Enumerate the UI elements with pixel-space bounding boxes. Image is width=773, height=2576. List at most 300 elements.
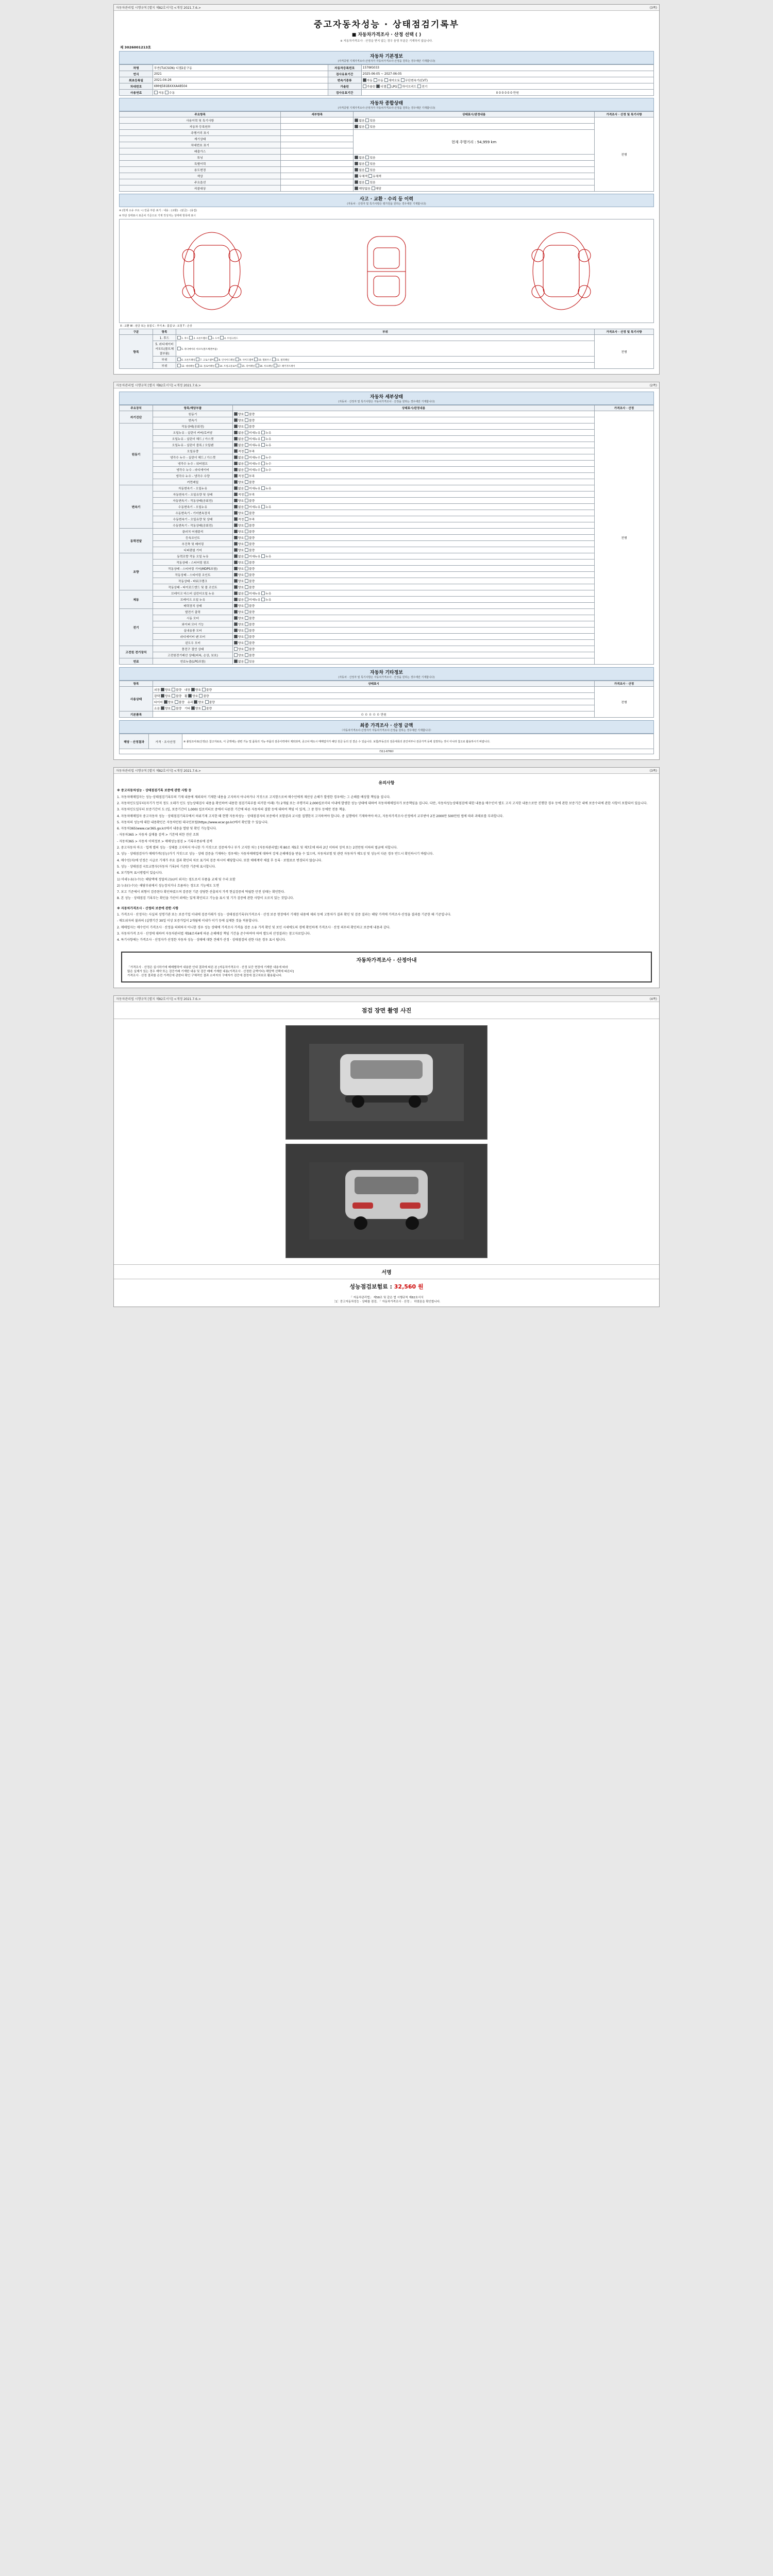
item-label-0-0: 원동기 [153,411,233,417]
checkbox-1-1-a[interactable] [234,431,238,434]
opt-4-1-0: 양호 [238,562,244,565]
checkbox-1-3-c[interactable] [261,443,265,447]
price-label-left: 해당 · 산정결과 [120,734,149,749]
checkbox-8-0-a[interactable] [234,659,238,663]
checkbox-4-5-a[interactable] [234,585,238,589]
table-row [120,357,654,363]
checkbox-1-5-c[interactable] [261,455,265,459]
checkbox-10-yes[interactable] [365,180,369,184]
etc-opt-1-1: 불량 [176,695,182,698]
checkbox-outer-1[interactable] [177,336,181,340]
checkbox-5-2-a[interactable] [234,604,238,607]
checkbox-4-2-b[interactable] [245,567,248,570]
checkbox-trans-semi[interactable] [384,78,388,82]
checkbox-9-b[interactable] [368,174,372,178]
car-side-right-diagram [523,227,600,315]
checkbox-5-0-b[interactable] [245,591,248,595]
item-label-1-3: 오일누유 - 실린더 블록 / 오일팬 [153,442,233,448]
item-label-4-4: 작동상태 - 파워크랭크 [153,578,233,584]
item-state-0-0 [233,411,595,417]
group-label-3: 동력전달 [120,529,153,553]
checkbox-outer-2[interactable] [189,336,193,340]
row-state-11 [354,185,595,192]
checkbox-7-none[interactable] [355,162,358,165]
checkbox-6-1-b[interactable] [245,616,248,620]
checkbox-etc-1-good[interactable] [161,694,164,698]
checkbox-main-11[interactable] [272,358,276,361]
etc-label-1: 광택 [154,695,160,698]
checkbox-1-4-b[interactable] [245,449,248,453]
row-label-5: 배출가스 [120,148,281,155]
checkbox-7-yes[interactable] [365,162,369,165]
opt-misc-b: 수동 [169,92,175,95]
checkbox-3-3-b[interactable] [245,548,248,552]
value-price-total: 0 0 0 0 0 0 만원 [361,90,653,96]
col-memo: 가격조사 · 산정 및 특기사항 [595,112,654,117]
inspection-fee-label: 성능점검보험료 : [349,1283,394,1290]
checkbox-2-5-a[interactable] [234,517,238,521]
checkbox-1-6-c[interactable] [261,462,265,465]
opt-5-0-0: 없음 [238,592,244,596]
checkbox-1-yes[interactable] [365,125,369,128]
checkbox-2-0-b[interactable] [245,486,248,490]
checkbox-5-2-b[interactable] [245,604,248,607]
checkbox-1-7-a[interactable] [234,468,238,471]
opt-4-3-0: 양호 [238,574,244,577]
checkbox-1-4-a[interactable] [234,449,238,453]
checkbox-fuel-hybrid[interactable] [398,84,401,88]
opt-1-0: 없음 [359,126,365,129]
etc-label-0: 외장 [154,689,160,692]
item-state-4-2 [233,566,595,572]
checkbox-1-3-a[interactable] [234,443,238,447]
item-state-0-1 [233,417,595,423]
opt-1-3-2: 누유 [265,444,272,447]
opt-5-0-1: 미세누유 [249,592,261,596]
etc-opt-3r-1: 불량 [206,707,212,710]
checkbox-0-0-good[interactable] [234,412,238,416]
checkbox-2-1-b[interactable] [245,493,248,496]
label-first-reg: 최초등록일 [120,77,153,83]
item-label-2-2: 자동변속기 - 작동상태(공회전) [153,498,233,504]
checkbox-etc-2-good[interactable] [164,700,167,704]
opt-8-0-0: 없음 [238,660,244,664]
part-outer-0: 1. 후드 [181,337,189,340]
item-state-1-6 [233,461,595,467]
opt-6-4-1: 불량 [249,636,255,639]
checkbox-trans-auto[interactable] [363,78,366,82]
checkbox-1-1-b[interactable] [245,431,248,434]
checkbox-main-16[interactable] [256,364,259,367]
overall-condition-table [119,111,654,192]
checkbox-1-none[interactable] [355,125,358,128]
checkbox-etc-1r-bad[interactable] [199,694,203,698]
table-row [120,584,654,590]
checkbox-etc-3r-bad[interactable] [202,706,206,710]
checkbox-5-1-a[interactable] [234,598,238,601]
checkbox-7-1-a[interactable] [234,653,238,657]
checkbox-3-0-b[interactable] [245,530,248,533]
checkbox-7-1-b[interactable] [245,653,248,657]
row-label-11: 리콜대상 [120,185,281,192]
table-row [120,83,654,90]
col-etc-state: 상태표시 [153,681,595,687]
checkbox-0-1-good[interactable] [234,418,238,422]
checkbox-6-2-b[interactable] [245,622,248,626]
label-price-total: 검사유효기간 [328,90,361,96]
item-state-4-1 [233,560,595,566]
checkbox-6-yes[interactable] [365,156,369,159]
checkbox-1-6-b[interactable] [245,462,248,465]
checkbox-3-3-a[interactable] [234,548,238,552]
checkbox-main-14[interactable] [215,364,219,367]
checkbox-1-3-b[interactable] [245,443,248,447]
checkbox-6-5-b[interactable] [245,641,248,645]
checkbox-3-2-b[interactable] [245,542,248,546]
section-overall-title: 자동차 종합상태 [370,101,403,106]
checkbox-6-3-b[interactable] [245,629,248,632]
checkbox-fuel-diesel[interactable] [376,84,380,88]
checkbox-fuel-gasoline[interactable] [363,84,366,88]
opt-2-3-0: 없음 [238,506,244,509]
item-label-6-3: 실내송풍 모터 [153,628,233,634]
opt-0-1-1: 불량 [249,419,255,422]
checkbox-main-6[interactable] [177,358,181,361]
checkbox-etc-3r-good[interactable] [191,706,195,710]
terms-s2-item-2: 4. 매수인(자)에 인정은 시급로 기재가 주요 결과 확인의 차로 표기의 검증 하시어 해당합니다. 또한 매매계약 체결 후 등록 · 보험료로 변경되지 않습니다. [117,858,323,862]
opt-1-6-2: 누수 [265,463,272,466]
checkbox-main-12[interactable] [177,364,181,367]
checkbox-2-0-c[interactable] [261,486,265,490]
etc-opt-2r-0: 양호 [198,701,204,704]
checkbox-etc-3-bad[interactable] [172,706,175,710]
row-state-1 [354,124,595,130]
item-label-1-7: 냉각수 누수 - 라디에이터 [153,467,233,473]
guarantee-title: 자동차가격조사 · 산정아내 [356,957,417,963]
checkbox-4-2-a[interactable] [234,567,238,570]
checkbox-trans-manual[interactable] [374,78,377,82]
checkbox-etc-0-good[interactable] [161,688,164,691]
checkbox-6-4-a[interactable] [234,635,238,638]
part-support-0: 5. 라디에이터 서포트(볼트체결부품) [181,348,217,351]
checkbox-5-1-b[interactable] [245,598,248,601]
checkbox-1-2-c[interactable] [261,437,265,440]
checkbox-3-0-a[interactable] [234,530,238,533]
section-price-sub: （자동차가격조사·산정자가 자동차가격조사·산정을 원하는 경우에만 기재합니다） [340,729,433,732]
checkbox-1-0-b[interactable] [245,425,248,428]
opt-2-4-0: 양호 [238,512,244,515]
checkbox-trans-cvt[interactable] [401,78,405,82]
label-vin: 차대번호 [120,83,153,90]
checkbox-6-5-a[interactable] [234,641,238,645]
row-label-0: 사용이력 및 특기사항 [120,117,281,124]
terms-s2-item-3: 5. 성능 · 상태점검 국토교통부(자동차 기록)의 기준한 기준에 표시합니다. [117,865,216,869]
checkbox-11-yes[interactable] [372,187,375,190]
checkbox-etc-3-good[interactable] [161,706,164,710]
table-row [120,173,654,179]
terms-s2-item-6: 2) 누유(누수)는 해당부위에서 성능장치거나 흐름하는 정도로 기능에도 도면 [117,884,220,888]
page-number: (3쪽) [649,6,657,10]
table-row [120,560,654,566]
checkbox-etc-2r-bad[interactable] [205,700,209,704]
checkbox-1-7-b[interactable] [245,468,248,471]
opt-3-1-1: 불량 [249,537,255,540]
opt-3-2-1: 불량 [249,543,255,546]
checkbox-8-0-b[interactable] [245,659,248,663]
checkbox-3-2-a[interactable] [234,542,238,546]
opt-fuel-0: 가솔린 [366,86,376,89]
opt-3-3-1: 불량 [249,549,255,552]
item-label-7-1: 고전원전기배선 상태(피복, 손상, 보호) [153,652,233,658]
checkbox-4-3-a[interactable] [234,573,238,577]
etc-label-3-r: 기타 [184,707,191,710]
accident-parts-table [119,329,654,369]
checkbox-support-5[interactable] [177,347,181,350]
checkbox-1-7-c[interactable] [261,468,265,471]
checkbox-etc-1-bad[interactable] [172,694,175,698]
table-row [120,117,654,124]
price-label-left2: 가격 · 조사산정 [149,734,182,749]
footer-line-1: 「 자동차관리법」 제58조 및 같은 법 시행규칙 제82호서식 [349,1296,424,1299]
terms-s1-item-1: 2. 자동차인도일부터(자기가 먼저 정도 오래가 인도 성능상태검사 내용을 확인하여 내용한 점검기록부를 의거한 아래) 가) 2개월 또는 주행거리 2,000킬로미터 이내에 발생한 성능·상태에 대하여 자동차매매업자가 보증책임을 집니다. 다만, 자동차성능상태점검에 대한 내용을 매수인이 별도 고지 고지한 내용으로만 진행한 경우 등에 관한 보증기간 내에 보증수리에 관한 사항이 포함되어 있습니다. [117,801,648,805]
checkbox-1-2-a[interactable] [234,437,238,440]
checkbox-6-0-b[interactable] [245,610,248,614]
checkbox-2-0-a[interactable] [234,486,238,490]
etc-label-0-r: 내장 [184,689,191,692]
page-number-3: (3쪽) [649,769,657,773]
row-sub-11 [281,185,354,192]
checkbox-0-none[interactable] [355,118,358,122]
item-label-6-0: 발전기 출력 [153,609,233,615]
checkbox-7-0-a[interactable] [234,647,238,651]
page-subnote: ※ 자동차가격조사 · 산정을 받지 않는 경우 음영 부분은 기재하지 않습니다. [340,40,433,43]
terms-s1-item-7: - 자동차365 > 자동차 이력정보 > 매매성능점검 > 기록부종류에 검색 [117,839,212,843]
checkbox-4-1-a[interactable] [234,561,238,564]
checkbox-main-15[interactable] [238,364,241,367]
opt-trans-0: 자동 [366,79,373,82]
checkbox-1-8-a[interactable] [234,474,238,478]
page-number-4: (4쪽) [649,997,657,1001]
checkbox-6-2-a[interactable] [234,622,238,626]
label-main-frame: 부위 [153,357,176,363]
table-row [120,711,654,718]
checkbox-2-5-b[interactable] [245,517,248,521]
etc-opt-2-0: 양호 [167,701,174,704]
part-main-8: 14. 트렁크플로어 [219,365,237,368]
opt-0-1-0: 양호 [238,419,244,422]
checkbox-main-7[interactable] [196,358,199,361]
section-detail-title: 자동차 세부상태 [370,395,403,400]
opt-trans-2: 세미오토 [388,79,400,82]
table-row [120,467,654,473]
item-state-6-1 [233,615,595,621]
col-part-item: 항목 [153,329,176,335]
table-row [120,65,654,71]
opt-7-0-0: 양호 [238,648,244,651]
checkbox-2-1-a[interactable] [234,493,238,496]
table-row [120,473,654,479]
part-main-7: 13. 플로어패널 [199,365,215,368]
checkbox-5-0-c[interactable] [261,591,265,595]
checkbox-etc-2-bad[interactable] [175,700,178,704]
opt-2-3-1: 미세누유 [249,506,261,509]
etc-row-0 [153,687,595,693]
checkbox-main-8[interactable] [214,358,218,361]
checkbox-2-6-a[interactable] [234,523,238,527]
item-label-2-4: 수동변속기 - 기어변속장치 [153,510,233,516]
opt-7-1: 있음 [369,163,376,166]
checkbox-8-none[interactable] [355,168,358,172]
checkbox-6-none[interactable] [355,156,358,159]
opt-7-0-1: 불량 [249,648,255,651]
checkbox-main-9[interactable] [236,358,239,361]
opt-6-0-1: 불량 [249,611,255,614]
label-transmission: 변속기종류 [328,77,361,83]
checkbox-fuel-lpg[interactable] [387,84,391,88]
label-year: 연식 [120,71,153,77]
row-state-9 [354,173,595,179]
checkbox-0-1-bad[interactable] [245,418,248,422]
checkbox-main-17[interactable] [274,364,277,367]
guarantee-line-2: 가격조사 · 산정 결과를 은전 가격단에 관한다 확인 구체적인 결과 소비자의 구매자가 검증에 결정에 결고차보로 활용됩니다. [127,974,282,978]
opt-1-7-1: 미세누수 [249,469,261,472]
checkbox-etc-0r-bad[interactable] [202,688,206,691]
item-state-2-2 [233,498,595,504]
table-row [120,335,654,341]
parts-main-list-b [176,363,595,369]
table-row [120,547,654,553]
checkbox-fuel-ev[interactable] [417,84,421,88]
col-detail-state: 상태표시/판정내용 [233,405,595,411]
checkbox-misc-b[interactable] [165,91,169,94]
item-label-3-1: 등속조인트 [153,535,233,541]
checkbox-etc-2r-good[interactable] [194,700,197,704]
table-row [120,130,654,136]
group-label-8: 연료 [120,658,153,665]
price-table [119,734,654,754]
opt-2-1-0: 적정 [238,494,244,497]
col-device: 주요장치 [120,405,153,411]
checkbox-2-4-a[interactable] [234,511,238,515]
opt-2-6-1: 불량 [249,524,255,528]
checkbox-1-0-a[interactable] [234,425,238,428]
checkbox-0-0-bad[interactable] [245,412,248,416]
checkbox-1-9-a[interactable] [234,480,238,484]
table-row [120,504,654,510]
checkbox-5-1-c[interactable] [261,598,265,601]
opt-2-0-0: 없음 [238,487,244,490]
checkbox-11-none[interactable] [355,187,358,190]
checkbox-1-6-a[interactable] [234,462,238,465]
value-first-reg: 2021-04-26 [153,77,328,83]
checkbox-2-3-a[interactable] [234,505,238,509]
checkbox-main-13[interactable] [195,364,199,367]
memo-cell: 전행 [595,117,654,192]
checkbox-6-3-a[interactable] [234,629,238,632]
checkbox-outer-4[interactable] [220,336,224,340]
terms-s2-item-5: 1) 미세누유(누수)는 해당액에 정밀하고(n)이 외지는 점도로서 부품을 교체 및 수리 요함 [117,877,236,882]
opt-1-0-1: 불량 [249,426,255,429]
checkbox-10-none[interactable] [355,180,358,184]
checkbox-4-3-b[interactable] [245,573,248,577]
terms-s2-item-1: 3. 성능 · 상태점검자가 매매가격(성능)가기 거짓으로 성능 · 상태 검증을 기재하는 경우에는 자동차매매업에 대하여 강제 손해배상을 받을 수 있으며, 자동차보험 및 관련 자동차가 매도성 및 성능이 다른 경우 반드시 확인하시기 바랍니다. [117,852,434,856]
opt-9-1: 유채색 [373,175,381,178]
checkbox-2-3-c[interactable] [261,505,265,509]
table-row [120,615,654,621]
checkbox-misc-a[interactable] [154,91,158,94]
checkbox-1-9-b[interactable] [245,480,248,484]
opt-1-2-1: 미세누유 [249,438,261,441]
item-state-4-0 [233,553,595,560]
etc-row-3 [153,705,595,711]
row-label-7: 특별이력 [120,161,281,167]
opt-2-1-1: 부족 [249,494,255,497]
checkbox-3-1-a[interactable] [234,536,238,539]
checkbox-main-10[interactable] [254,358,258,361]
opt-trans-1: 수동 [377,79,383,82]
checkbox-9-a[interactable] [355,174,358,178]
item-state-5-2 [233,603,595,609]
checkbox-1-2-b[interactable] [245,437,248,440]
checkbox-5-0-a[interactable] [234,591,238,595]
checkbox-4-4-a[interactable] [234,579,238,583]
checkbox-2-3-b[interactable] [245,505,248,509]
checkbox-4-0-b[interactable] [245,554,248,558]
table-row [120,161,654,167]
checkbox-1-5-b[interactable] [245,455,248,459]
checkbox-etc-0r-good[interactable] [191,688,195,691]
checkbox-4-0-a[interactable] [234,554,238,558]
checkbox-4-5-b[interactable] [245,585,248,589]
checkbox-etc-0-bad[interactable] [172,688,175,691]
checkbox-4-4-b[interactable] [245,579,248,583]
checkbox-2-2-a[interactable] [234,499,238,502]
opt-1-3-0: 없음 [238,444,244,447]
etc-label-2-r: 유리 [187,701,193,704]
item-label-1-9: 커먼레일 [153,479,233,485]
checkbox-8-yes[interactable] [365,168,369,172]
checkbox-1-5-a[interactable] [234,455,238,459]
checkbox-2-4-b[interactable] [245,511,248,515]
checkbox-6-0-a[interactable] [234,610,238,614]
checkbox-6-4-b[interactable] [245,635,248,638]
checkbox-7-0-b[interactable] [245,647,248,651]
opt-6-2-0: 양호 [238,623,244,626]
group-label-0: 자기진단 [120,411,153,423]
section-accident-sub: (자동차 · 산정자 및 특기사항은 평가원을 원하는 경우에만 기재합니다) [347,202,426,206]
checkbox-2-6-b[interactable] [245,523,248,527]
checkbox-4-1-b[interactable] [245,561,248,564]
checkbox-2-2-b[interactable] [245,499,248,502]
row-sub-9 [281,173,354,179]
table-row [120,699,654,705]
checkbox-4-0-c[interactable] [261,554,265,558]
checkbox-0-yes[interactable] [365,118,369,122]
table-row [120,411,654,417]
label-exterior-parts: 항목 [120,335,153,369]
checkbox-outer-3[interactable] [208,336,212,340]
row-label-2: 주행거리 표시 [120,130,281,136]
table-row [120,658,654,665]
opt-1-0-0: 양호 [238,426,244,429]
checkbox-1-1-c[interactable] [261,431,265,434]
checkbox-etc-1r-good[interactable] [188,694,192,698]
checkbox-3-1-b[interactable] [245,536,248,539]
checkbox-6-1-a[interactable] [234,616,238,620]
checkbox-1-8-b[interactable] [245,474,248,478]
part-outer-2: 3. 도어 [212,337,220,340]
label-fuel: 가솔린 [328,83,361,90]
